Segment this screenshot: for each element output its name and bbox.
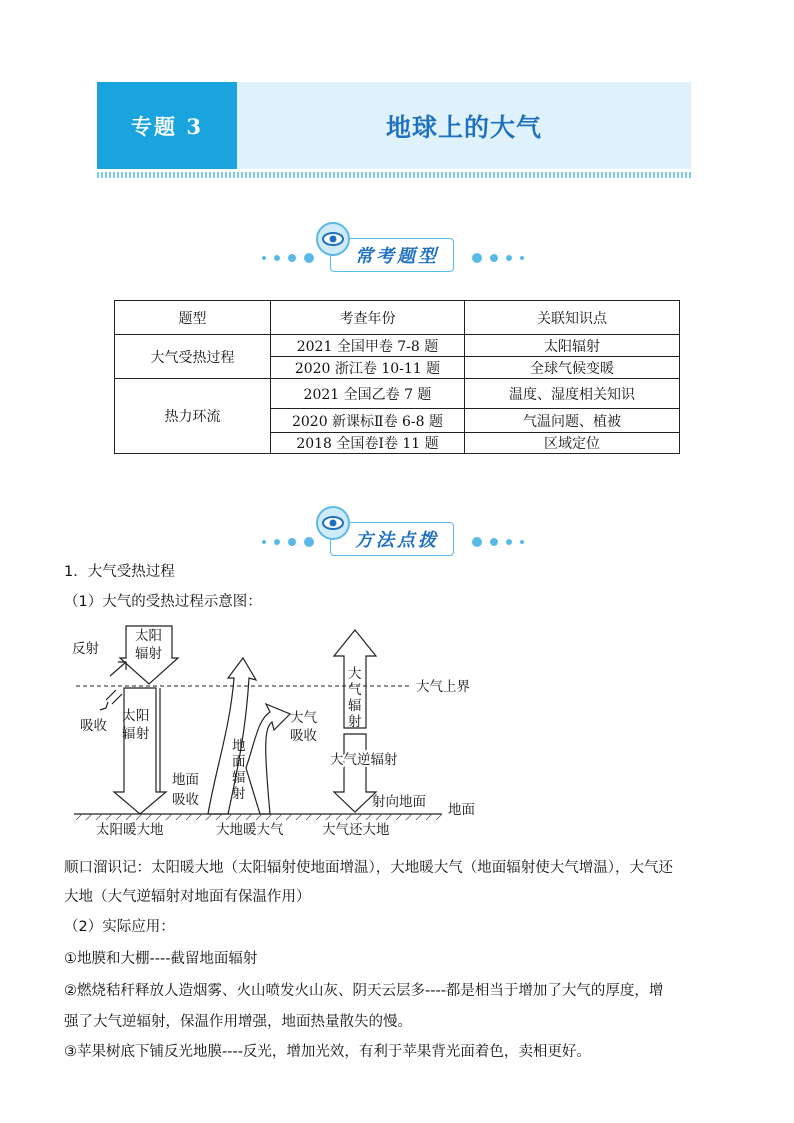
section-badge-frequent <box>258 222 538 272</box>
table-cell-type: 大气受热过程 <box>115 335 271 379</box>
table-row <box>115 335 680 357</box>
application-item-2-line-2: 强了大气逆辐射，保温作用增强，地面热量散失的慢。 <box>64 1014 412 1030</box>
section-badge-method <box>258 506 538 556</box>
label-ground: 地面 <box>448 802 475 818</box>
solar-to-ground-arrow <box>114 688 166 814</box>
table-cell-year: 2021 全国甲卷 7-8 题 <box>271 335 465 357</box>
label-solar-1: 太阳 <box>135 628 162 644</box>
table-cell-topic: 区域定位 <box>465 433 680 454</box>
table-cell-type: 热力环流 <box>115 379 271 454</box>
label-solar-rad-v3: 射 <box>136 726 150 742</box>
header-divider <box>97 172 691 178</box>
title-box <box>237 82 691 169</box>
table-cell-topic: 温度、湿度相关知识 <box>465 379 680 409</box>
subheading-application: （2）实际应用： <box>64 919 175 935</box>
table-row <box>115 379 680 409</box>
rhyme-line-1: 顺口溜识记：太阳暖大地（太阳辐射使地面增温），大地暖大气（地面辐射使大气增温），大气还 <box>64 860 673 876</box>
caption-sun-warms-ground: 太阳暖大地 <box>96 822 164 838</box>
heading-heating-process: 1．大气受热过程 <box>64 564 175 580</box>
caption-ground-warms-air: 大地暖大气 <box>216 822 284 838</box>
application-item-1: ①地膜和大棚----截留地面辐射 <box>64 951 258 967</box>
label-reflect: 反射 <box>72 641 99 657</box>
table-cell-topic: 太阳辐射 <box>465 335 680 357</box>
topic-number: 专题 3 <box>131 113 203 139</box>
label-atm-absorb-2: 吸收 <box>290 728 317 744</box>
table-cell-topic: 气温问题、植被 <box>465 409 680 433</box>
rhyme-line-2: 大地（大气逆辐射对地面有保温作用） <box>64 889 311 905</box>
section-title-frequent: 常考题型 <box>355 246 439 267</box>
label-ground-rad-3: 射 <box>232 786 246 802</box>
label-counter-radiation: 大气逆辐射 <box>330 752 398 768</box>
table-cell-year: 2021 全国乙卷 7 题 <box>271 379 465 409</box>
label-ground-rad-2: 辐 <box>232 770 246 786</box>
label-solar-rad-v0: 太 <box>122 708 136 724</box>
label-ground-absorb-1: 地面 <box>172 772 199 788</box>
table-cell-year: 2018 全国卷Ⅰ卷 11 题 <box>271 433 465 454</box>
label-solar-rad-v1: 阳 <box>136 708 150 724</box>
section-title-method: 方法点拨 <box>355 530 439 551</box>
application-item-3: ③苹果树底下铺反光地膜----反光，增加光效，有利于苹果背光面着色，卖相更好。 <box>64 1044 591 1060</box>
counter-radiation-arrow <box>334 734 376 812</box>
label-ground-rad-0: 地 <box>232 738 246 754</box>
eye-icon <box>316 222 350 256</box>
label-atm-rad-1: 气 <box>348 682 362 698</box>
label-atm-absorb-1: 大气 <box>290 710 317 726</box>
table-header: 关联知识点 <box>465 301 680 335</box>
label-solar-2: 辐射 <box>135 646 162 662</box>
label-ground-rad-1: 面 <box>232 754 246 770</box>
label-upper-boundary: 大气上界 <box>416 679 470 695</box>
table-cell-year: 2020 浙江卷 10-11 题 <box>271 357 465 379</box>
eye-icon <box>316 506 350 540</box>
table-header: 考查年份 <box>271 301 465 335</box>
table-cell-topic: 全球气候变暖 <box>465 357 680 379</box>
label-atm-rad-0: 大 <box>348 666 362 682</box>
page-title: 地球上的大气 <box>385 112 542 142</box>
subheading-diagram: （1）大气的受热过程示意图： <box>64 594 262 610</box>
atmosphere-absorb-arrow <box>246 704 290 814</box>
topic-number-box <box>97 82 237 169</box>
table-cell-year: 2020 新课标Ⅱ卷 6-8 题 <box>271 409 465 433</box>
application-item-2-line-1: ②燃烧秸秆释放人造烟雾、火山喷发火山灰、阴天云层多----都是相当于增加了大气的厚度，增 <box>64 983 664 999</box>
label-to-ground: 射向地面 <box>372 794 426 810</box>
atmosphere-heating-diagram <box>60 618 520 840</box>
label-absorb: 吸收 <box>80 718 107 734</box>
label-solar-rad-v2: 辐 <box>122 726 136 742</box>
label-atm-rad-2: 辐 <box>348 698 362 714</box>
table-header: 题型 <box>115 301 271 335</box>
caption-air-returns-ground: 大气还大地 <box>322 822 390 838</box>
question-type-table <box>114 300 680 454</box>
label-atm-rad-3: 射 <box>348 714 362 730</box>
label-ground-absorb-2: 吸收 <box>172 792 199 808</box>
